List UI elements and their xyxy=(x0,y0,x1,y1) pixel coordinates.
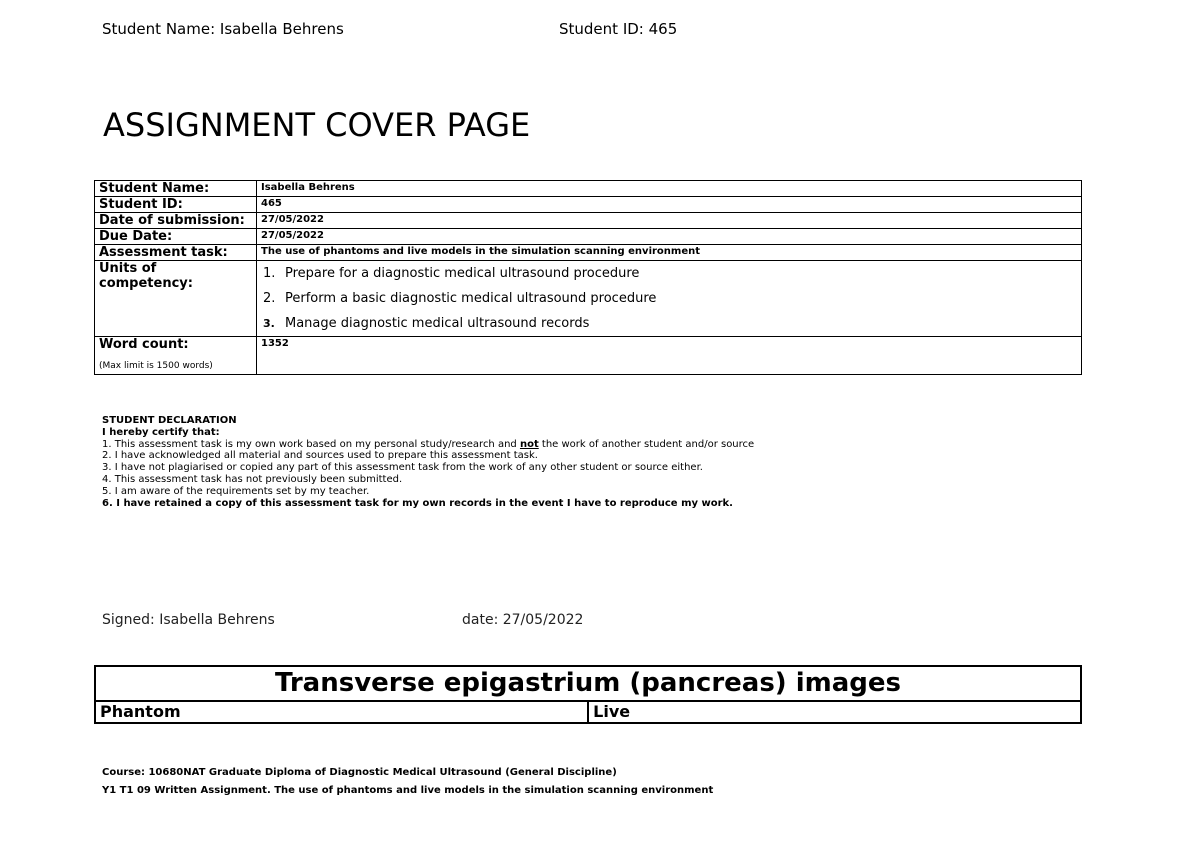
header-student-id: Student ID: 465 xyxy=(559,20,678,38)
footer-assignment: Y1 T1 09 Written Assignment. The use of phantoms and live models in the simulation scanning environment xyxy=(102,785,714,796)
unit-text: Manage diagnostic medical ultrasound records xyxy=(285,316,590,331)
table-row xyxy=(95,337,1082,375)
row-value: 27/05/2022 xyxy=(257,229,1082,245)
table-row xyxy=(95,213,1082,229)
unit-item xyxy=(263,311,1077,336)
word-count-value: 1352 xyxy=(257,337,1082,375)
item-text: the work of another student and/or source xyxy=(538,438,755,450)
word-count-label xyxy=(95,337,257,375)
table-row xyxy=(95,229,1082,245)
emphasis-not: not xyxy=(519,438,539,450)
table-row xyxy=(95,245,1082,261)
row-label: Date of submission: xyxy=(95,213,257,229)
declaration-intro: I hereby certify that: xyxy=(102,426,220,438)
live-column: Live xyxy=(588,701,1081,723)
unit-number: 2. xyxy=(263,291,276,306)
unit-number: 1. xyxy=(263,266,276,281)
word-count-title: Word count: xyxy=(99,337,189,352)
declaration-item: 2. I have acknowledged all material and sources used to prepare this assessment task. xyxy=(102,450,538,462)
item-text: 1. This assessment task is my own work based on my personal study/research and xyxy=(102,438,520,450)
declaration-item: 5. I am aware of the requirements set by my teacher. xyxy=(102,485,370,497)
unit-item xyxy=(263,261,1077,286)
images-title: Transverse epigastrium (pancreas) images xyxy=(95,666,1081,701)
unit-text: Prepare for a diagnostic medical ultrasound procedure xyxy=(285,266,640,281)
declaration-heading: STUDENT DECLARATION xyxy=(102,415,237,426)
phantom-column: Phantom xyxy=(95,701,588,723)
row-label: Assessment task: xyxy=(95,245,257,261)
table-row xyxy=(95,181,1082,197)
declaration-item: 6. I have retained a copy of this assessment task for my own records in the event I have to reproduce my work. xyxy=(102,497,733,509)
row-value: Isabella Behrens xyxy=(257,181,1082,197)
row-label: Due Date: xyxy=(95,229,257,245)
word-count-note: (Max limit is 1500 words) xyxy=(99,361,213,371)
row-label: Student Name: xyxy=(95,181,257,197)
student-declaration xyxy=(102,415,754,509)
row-value: The use of phantoms and live models in the simulation scanning environment xyxy=(257,245,1082,261)
student-info-table xyxy=(94,180,1082,375)
row-label: Student ID: xyxy=(95,197,257,213)
declaration-item: 4. This assessment task has not previously been submitted. xyxy=(102,473,403,485)
page-title: ASSIGNMENT COVER PAGE xyxy=(103,106,531,144)
row-value: 27/05/2022 xyxy=(257,213,1082,229)
signature: Signed: Isabella Behrens xyxy=(102,612,275,628)
images-table xyxy=(94,665,1082,724)
unit-number: 3. xyxy=(263,317,275,330)
table-row xyxy=(95,261,1082,337)
declaration-item: 3. I have not plagiarised or copied any part of this assessment task from the work of any other student or source either. xyxy=(102,462,703,474)
unit-text: Perform a basic diagnostic medical ultrasound procedure xyxy=(285,291,657,306)
declaration-item xyxy=(102,439,754,451)
footer-course: Course: 10680NAT Graduate Diploma of Diagnostic Medical Ultrasound (General Discipline) xyxy=(102,767,617,778)
units-label: Units of competency: xyxy=(95,261,257,337)
units-list xyxy=(257,261,1082,337)
table-row xyxy=(95,197,1082,213)
header-student-name: Student Name: Isabella Behrens xyxy=(102,20,344,38)
signature-date: date: 27/05/2022 xyxy=(462,612,584,628)
row-value: 465 xyxy=(257,197,1082,213)
unit-item xyxy=(263,286,1077,311)
